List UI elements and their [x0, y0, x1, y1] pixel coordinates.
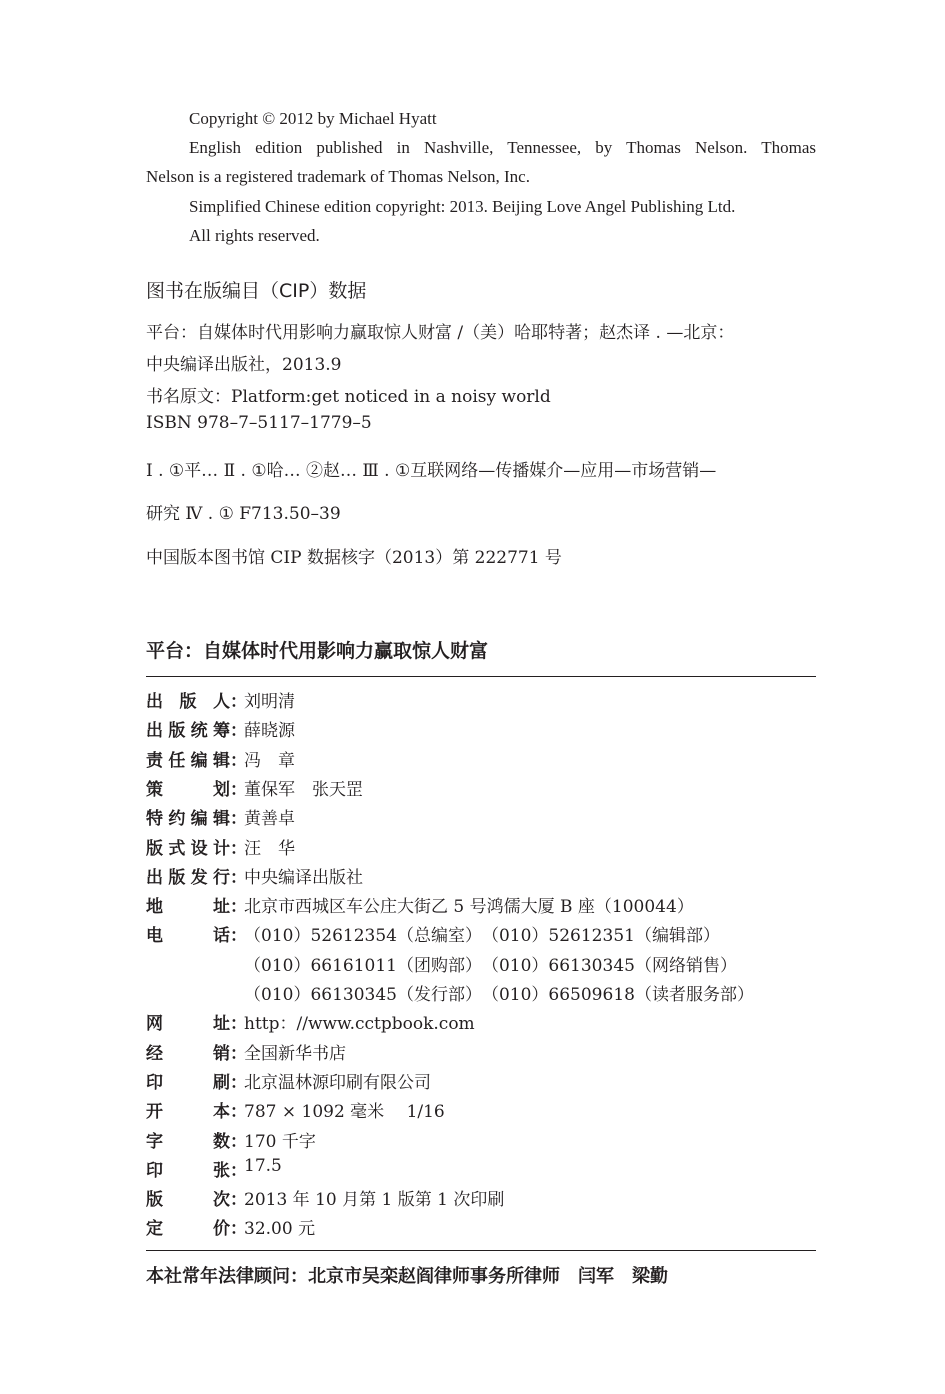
credit-colon: ：	[230, 1219, 247, 1240]
title-rule	[146, 676, 816, 677]
credit-colon: ：	[230, 867, 247, 888]
credit-value: 170 千字	[244, 1131, 316, 1152]
cip-heading: 图书在版编目（CIP）数据	[146, 280, 367, 302]
credit-label-char: 销	[213, 1043, 230, 1064]
credit-value: 32.00 元	[244, 1219, 316, 1240]
credit-label-char: 划	[213, 779, 230, 800]
credit-label-char: 版	[168, 721, 186, 742]
credit-label	[146, 863, 230, 888]
book-title: 平台：自媒体时代用影响力赢取惊人财富	[146, 640, 489, 662]
credit-colon: ：	[230, 1072, 247, 1093]
credit-value: （010）66161011（团购部） （010）66130345（网络销售）	[244, 955, 737, 976]
credit-colon: ：	[230, 750, 247, 771]
credit-colon: ：	[230, 897, 247, 918]
credit-value: http：//www.cctpbook.com	[244, 1014, 475, 1035]
credit-value: 薛晓源	[244, 721, 295, 742]
credit-label-char: 出	[146, 692, 163, 712]
credit-label-char: 出	[146, 867, 163, 888]
credit-label-char: 式	[168, 838, 186, 859]
credit-value: 北京市西城区车公庄大街乙 5 号鸿儒大厦 B 座（100044）	[244, 897, 694, 918]
credit-label-char: 次	[213, 1190, 230, 1211]
cip-entry-line: 平台：自媒体时代用影响力赢取惊人财富 /（美）哈耶特著；赵杰译 . —北京：	[146, 323, 735, 343]
credit-label-char: 任	[168, 750, 186, 771]
credit-label-char: 计	[212, 838, 230, 859]
credit-label-char: 统	[190, 721, 208, 742]
credit-label-char: 编	[190, 750, 208, 771]
credit-label-char: 出	[146, 721, 163, 742]
trademark-line: Nelson is a registered trademark of Thomas Nelson, Inc.	[146, 167, 530, 186]
credit-label	[146, 1039, 230, 1064]
credit-label	[146, 1068, 230, 1093]
credit-label-char: 定	[146, 1219, 163, 1240]
credit-value: 全国新华书店	[244, 1043, 346, 1064]
cip-classification: 研究 Ⅳ . ① F713.50–39	[146, 504, 341, 524]
credit-label-char: 版	[168, 867, 186, 888]
credit-label-char: 印	[146, 1160, 163, 1181]
credit-label-char: 址	[213, 1014, 230, 1035]
credit-label	[146, 1214, 230, 1239]
credit-colon: ：	[230, 692, 247, 712]
credit-label	[146, 1097, 230, 1122]
rights-line: All rights reserved.	[189, 226, 320, 245]
credit-label	[146, 921, 230, 946]
credit-label-char: 话	[213, 926, 230, 947]
credit-label-char: 人	[213, 692, 230, 712]
credit-label-char: 特	[146, 809, 163, 830]
credit-value: 17.5	[244, 1155, 282, 1176]
credit-value: （010）52612354（总编室） （010）52612351（编辑部）	[244, 926, 720, 947]
credit-label-char: 发	[190, 867, 208, 888]
credit-label-char: 电	[146, 926, 163, 947]
credit-label-char: 数	[213, 1131, 230, 1152]
credit-label-char: 印	[146, 1072, 163, 1093]
credit-label	[146, 746, 230, 771]
credit-label	[146, 1156, 230, 1181]
credit-colon: ：	[230, 721, 247, 742]
credit-label-char: 版	[146, 1190, 163, 1211]
credit-label-char: 筹	[212, 721, 230, 742]
credit-label-char: 址	[213, 897, 230, 918]
credit-colon: ：	[230, 926, 247, 947]
cip-publisher-line: 中央编译出版社，2013.9	[146, 355, 342, 375]
chinese-edition-line: Simplified Chinese edition copyright: 2013. Beijing Love Angel Publishing Ltd.	[189, 197, 736, 216]
credit-colon: ：	[230, 1131, 247, 1152]
credit-label	[146, 892, 230, 917]
cip-record-number: 中国版本图书馆 CIP 数据核字（2013）第 222771 号	[146, 548, 562, 568]
credit-label-char: 价	[213, 1219, 230, 1240]
credit-label-char: 约	[168, 809, 186, 830]
credit-value: 董保军 张天罡	[244, 779, 363, 800]
legal-counsel: 本社常年法律顾问：北京市吴栾赵阎律师事务所律师 闫军 梁勤	[146, 1266, 668, 1287]
credit-value: 787 × 1092 毫米 1/16	[244, 1102, 445, 1123]
credit-label	[146, 775, 230, 800]
credit-label-char: 张	[213, 1160, 230, 1181]
credit-colon: ：	[230, 838, 247, 859]
credit-value: 汪 华	[244, 838, 295, 859]
credit-label-char: 策	[146, 779, 163, 800]
credit-label-char: 地	[146, 897, 163, 918]
credit-colon: ：	[230, 1043, 247, 1064]
credit-colon: ：	[230, 779, 247, 800]
credit-label-char: 开	[146, 1102, 163, 1123]
credit-label-char: 经	[146, 1043, 163, 1064]
credit-label	[146, 1009, 230, 1034]
cip-isbn: ISBN 978–7–5117–1779–5	[146, 413, 372, 433]
credit-value: 中央编译出版社	[244, 867, 363, 888]
credit-label-char: 辑	[212, 809, 230, 830]
credit-label-char: 版	[146, 838, 163, 859]
credit-colon: ：	[230, 1160, 247, 1181]
credit-label	[146, 1185, 230, 1210]
credit-colon: ：	[230, 809, 247, 830]
credit-value: （010）66130345（发行部） （010）66509618（读者服务部）	[244, 985, 754, 1005]
credit-value: 刘明清	[244, 692, 295, 712]
credit-value: 冯 章	[244, 750, 295, 771]
credit-label	[146, 687, 230, 712]
credit-label	[146, 1127, 230, 1152]
credit-value: 2013 年 10 月第 1 版第 1 次印刷	[244, 1190, 505, 1211]
credit-label-char: 辑	[212, 750, 230, 771]
credit-label-char: 设	[190, 838, 208, 859]
credit-label	[146, 804, 230, 829]
cip-original-title: 书名原文：Platform:get noticed in a noisy world	[146, 387, 551, 407]
credit-label-char: 本	[213, 1102, 230, 1123]
credit-colon: ：	[230, 1014, 247, 1035]
credit-label	[146, 716, 230, 741]
copyright-line: Copyright © 2012 by Michael Hyatt	[189, 109, 437, 128]
credit-label-char: 责	[146, 750, 163, 771]
cip-subject-line: Ⅰ . ①平… Ⅱ . ①哈… ②赵… Ⅲ . ①互联网络—传播媒介—应用—市场营销—	[146, 461, 717, 481]
credit-label-char: 网	[146, 1014, 163, 1035]
credit-value: 北京温林源印刷有限公司	[244, 1072, 431, 1093]
footer-rule	[146, 1250, 816, 1251]
credit-label	[146, 834, 230, 859]
credit-label-char: 编	[190, 809, 208, 830]
edition-line: English edition published in Nashville, Tennessee, by Thomas Nelson. Thomas	[189, 138, 816, 157]
credit-label-char: 刷	[213, 1072, 230, 1093]
credit-value: 黄善卓	[244, 809, 295, 830]
credit-colon: ：	[230, 1190, 247, 1211]
credit-label-char: 版	[179, 692, 197, 712]
credit-label-char: 行	[212, 867, 230, 888]
credit-colon: ：	[230, 1102, 247, 1123]
credit-label-char: 字	[146, 1131, 163, 1152]
